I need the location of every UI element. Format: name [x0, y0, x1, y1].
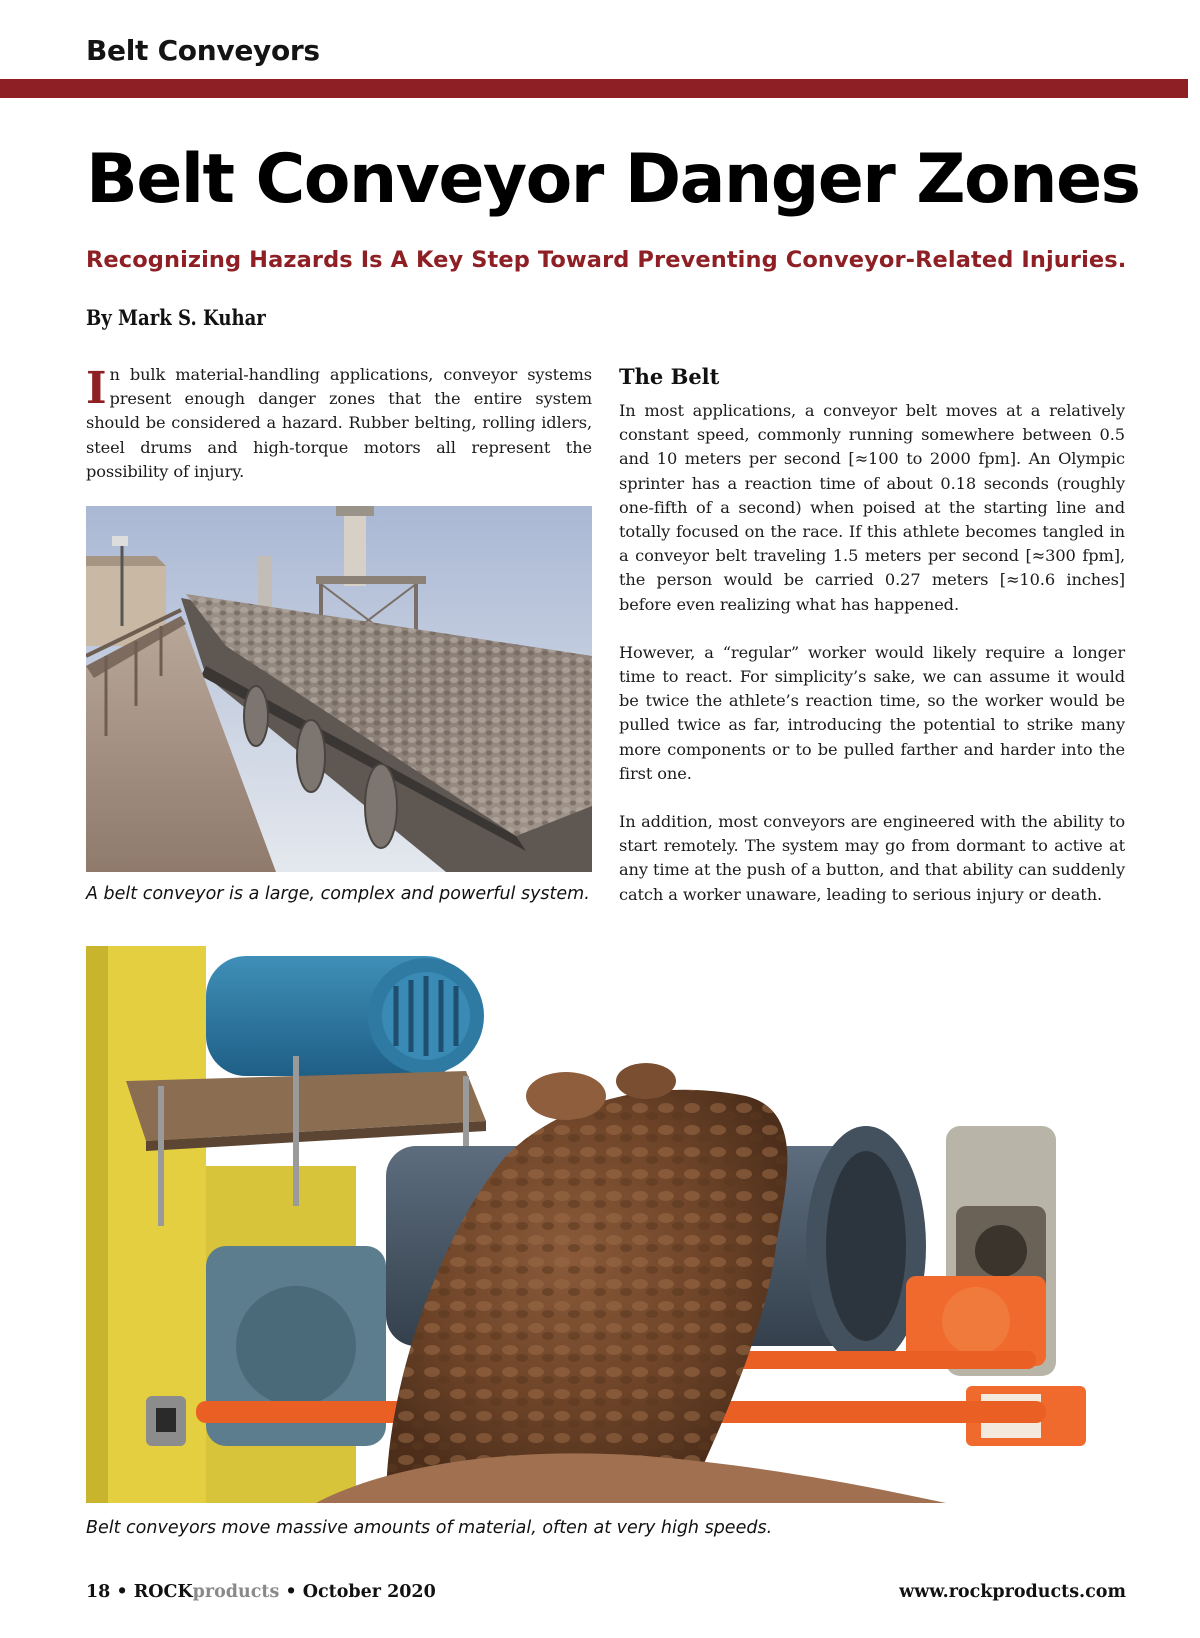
footer-separator-1: •: [116, 1582, 128, 1602]
head-pulley-illustration: [86, 946, 1126, 1503]
section-label: Belt Conveyors: [86, 34, 320, 67]
intro-paragraph: [86, 363, 592, 484]
body-paragraph-1: In most applications, a conveyor belt moves at a relatively constant speed, commonly running somewhere between 0.5 and 10 meters per second [≈100 to 2000 fpm]. An Olympic sprinter has a reaction time of about 0.18 seconds (roughly one-fifth of a second) when poised at the starting line and totally focused on the race. If this athlete becomes tangled in a conveyor belt traveling 1.5 meters per second [≈300 fpm], the person would be carried 0.27 meters [≈10.6 inches] before even realizing what has happened.: [619, 401, 1125, 614]
article-deck: Recognizing Hazards Is A Key Step Toward Preventing Conveyor-Related Injuries.: [86, 247, 1127, 273]
article-title: Belt Conveyor Danger Zones: [86, 140, 1140, 219]
footer-left: [86, 1582, 436, 1602]
footer-separator-2: •: [285, 1582, 297, 1602]
page-number: 18: [86, 1582, 111, 1602]
left-column: [86, 363, 592, 484]
magazine-products: products: [192, 1582, 280, 1602]
drop-cap: I: [86, 363, 107, 414]
article-byline: By Mark S. Kuhar: [86, 305, 266, 330]
magazine-name: [134, 1582, 280, 1602]
conveyor-photo: [86, 506, 592, 872]
body-paragraph-2: However, a “regular” worker would likely require a longer time to react. For simplicity’s sake, we can assume it would be twice the athlete’s reaction time, so the worker would be pulled twice as far, introducing the potential to strike many more components or to be pulled farther and harder into the first one.: [619, 642, 1125, 783]
conveyor-illustration: [86, 506, 592, 872]
photo2-caption: Belt conveyors move massive amounts of material, often at very high speeds.: [86, 1518, 773, 1538]
right-column: [619, 363, 1125, 907]
magazine-rock: ROCK: [133, 1582, 193, 1602]
intro-text: n bulk material-handling applications, conveyor systems present enough danger zones that the entire system should be considered a hazard. Rubber belting, rolling idlers, steel drums and high-torque motors all represent the possibility of injury.: [86, 365, 592, 481]
issue-date: October 2020: [302, 1582, 436, 1602]
website-link[interactable]: www.rockproducts.com: [899, 1582, 1126, 1602]
section-heading: The Belt: [619, 364, 720, 389]
photo1-caption: A belt conveyor is a large, complex and powerful system.: [86, 884, 590, 904]
body-paragraph-3: In addition, most conveyors are engineered with the ability to start remotely. The system may go from dormant to active at any time at the push of a button, and that ability can suddenly catch a worker unaware, leading to serious injury or death.: [619, 812, 1125, 904]
header-rule: [0, 79, 1188, 98]
head-pulley-photo: [86, 946, 1126, 1503]
